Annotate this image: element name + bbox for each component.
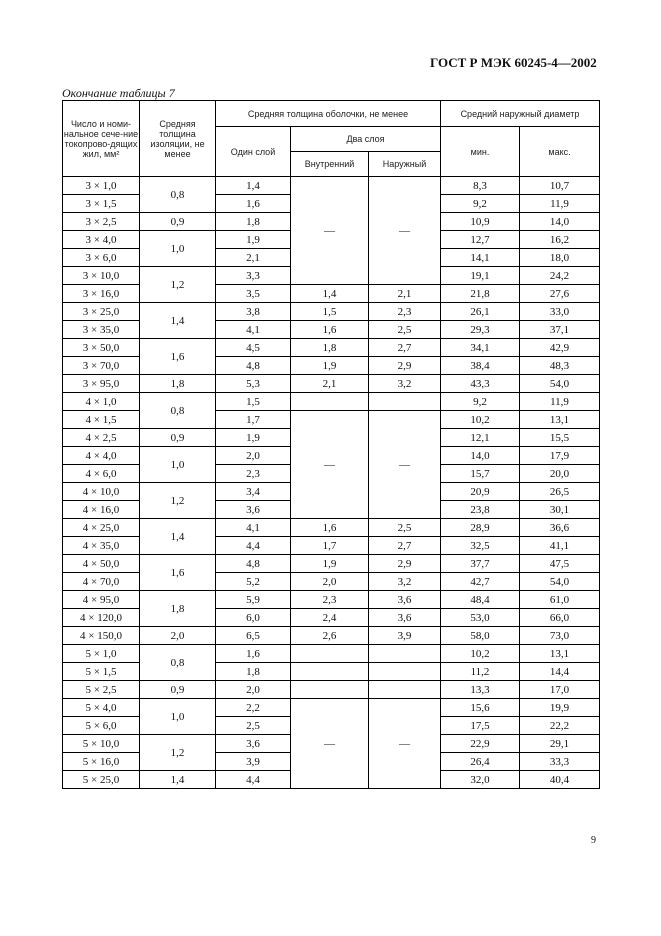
- cell-diameter-min: 9,2: [441, 195, 520, 213]
- cell-outer-layer: 2,1: [369, 285, 441, 303]
- cell-diameter-max: 54,0: [520, 375, 600, 393]
- cell-diameter-min: 26,4: [441, 753, 520, 771]
- cell-diameter-min: 26,1: [441, 303, 520, 321]
- cell-diameter-min: 38,4: [441, 357, 520, 375]
- cell-insulation: 0,9: [140, 681, 216, 699]
- cell-conductor-size: 3 × 6,0: [63, 249, 140, 267]
- cell-single-layer: 4,1: [216, 321, 291, 339]
- cell-conductor-size: 5 × 10,0: [63, 735, 140, 753]
- cell-diameter-min: 20,9: [441, 483, 520, 501]
- cell-outer-layer: 3,2: [369, 375, 441, 393]
- cell-conductor-size: 5 × 4,0: [63, 699, 140, 717]
- cell-diameter-min: 12,7: [441, 231, 520, 249]
- cell-diameter-max: 33,3: [520, 753, 600, 771]
- cell-diameter-min: 28,9: [441, 519, 520, 537]
- cell-single-layer: 5,3: [216, 375, 291, 393]
- cell-conductor-size: 4 × 1,5: [63, 411, 140, 429]
- header-inner: Внутренний: [291, 152, 369, 177]
- cell-conductor-size: 5 × 2,5: [63, 681, 140, 699]
- cell-outer-layer: [369, 663, 441, 681]
- cell-diameter-min: 10,9: [441, 213, 520, 231]
- cell-inner-layer: [291, 681, 369, 699]
- header-sheath-thickness: Средняя толщина оболочки, не менее: [216, 101, 441, 127]
- page-number: 9: [591, 835, 596, 846]
- cell-single-layer: 1,7: [216, 411, 291, 429]
- cell-diameter-max: 14,4: [520, 663, 600, 681]
- cell-outer-layer: 3,6: [369, 609, 441, 627]
- cell-outer-layer: 2,7: [369, 339, 441, 357]
- cell-diameter-max: 73,0: [520, 627, 600, 645]
- cell-outer-layer: 2,3: [369, 303, 441, 321]
- cell-insulation: 1,0: [140, 231, 216, 267]
- cell-diameter-min: 58,0: [441, 627, 520, 645]
- header-single-layer: Один слой: [216, 127, 291, 177]
- cell-insulation: 1,8: [140, 375, 216, 393]
- cell-conductor-size: 4 × 25,0: [63, 519, 140, 537]
- cell-single-layer: 5,9: [216, 591, 291, 609]
- cell-outer-layer: 2,5: [369, 519, 441, 537]
- table-body: [63, 177, 600, 789]
- cell-single-layer: 1,9: [216, 429, 291, 447]
- cell-single-layer: 3,9: [216, 753, 291, 771]
- cell-insulation: 1,2: [140, 267, 216, 303]
- cell-inner-layer: 1,6: [291, 519, 369, 537]
- cell-single-layer: 4,4: [216, 771, 291, 789]
- cell-diameter-max: 16,2: [520, 231, 600, 249]
- cell-diameter-max: 30,1: [520, 501, 600, 519]
- cell-single-layer: 3,8: [216, 303, 291, 321]
- cell-inner-layer: 1,6: [291, 321, 369, 339]
- cell-conductor-size: 5 × 6,0: [63, 717, 140, 735]
- cell-conductor-size: 4 × 70,0: [63, 573, 140, 591]
- cell-conductor-size: 5 × 16,0: [63, 753, 140, 771]
- cell-diameter-max: 47,5: [520, 555, 600, 573]
- cell-diameter-min: 29,3: [441, 321, 520, 339]
- cell-diameter-min: 43,3: [441, 375, 520, 393]
- cell-conductor-size: 4 × 4,0: [63, 447, 140, 465]
- cell-diameter-max: 36,6: [520, 519, 600, 537]
- cell-single-layer: 3,4: [216, 483, 291, 501]
- table-row: [63, 699, 600, 717]
- cell-conductor-size: 5 × 25,0: [63, 771, 140, 789]
- cell-diameter-max: 42,9: [520, 339, 600, 357]
- cell-diameter-min: 9,2: [441, 393, 520, 411]
- table-row: [63, 681, 600, 699]
- cell-diameter-max: 40,4: [520, 771, 600, 789]
- cell-conductor-size: 3 × 4,0: [63, 231, 140, 249]
- cell-inner-layer: 1,8: [291, 339, 369, 357]
- cell-single-layer: 3,6: [216, 501, 291, 519]
- cell-single-layer: 5,2: [216, 573, 291, 591]
- cell-inner-layer: 2,0: [291, 573, 369, 591]
- cell-single-layer: 2,2: [216, 699, 291, 717]
- cell-diameter-max: 24,2: [520, 267, 600, 285]
- cell-outer-layer: —: [369, 699, 441, 789]
- cell-insulation: 1,8: [140, 591, 216, 627]
- cell-inner-layer: [291, 645, 369, 663]
- cell-diameter-max: 37,1: [520, 321, 600, 339]
- cell-inner-layer: 2,3: [291, 591, 369, 609]
- cell-inner-layer: 1,5: [291, 303, 369, 321]
- cell-inner-layer: 2,1: [291, 375, 369, 393]
- cell-insulation: 0,9: [140, 213, 216, 231]
- cell-outer-layer: [369, 645, 441, 663]
- cell-diameter-max: 27,6: [520, 285, 600, 303]
- header-insulation: Средняя толщина изоляции, не менее: [140, 101, 216, 177]
- cell-diameter-max: 29,1: [520, 735, 600, 753]
- cell-conductor-size: 4 × 120,0: [63, 609, 140, 627]
- cell-diameter-min: 13,3: [441, 681, 520, 699]
- cell-diameter-min: 34,1: [441, 339, 520, 357]
- cell-single-layer: 4,4: [216, 537, 291, 555]
- header-outer: Наружный: [369, 152, 441, 177]
- cell-single-layer: 1,8: [216, 663, 291, 681]
- cell-single-layer: 4,8: [216, 357, 291, 375]
- cell-diameter-min: 32,0: [441, 771, 520, 789]
- cell-single-layer: 2,3: [216, 465, 291, 483]
- cell-single-layer: 3,5: [216, 285, 291, 303]
- cell-conductor-size: 4 × 150,0: [63, 627, 140, 645]
- cell-diameter-max: 33,0: [520, 303, 600, 321]
- cell-conductor-size: 4 × 10,0: [63, 483, 140, 501]
- cell-single-layer: 2,1: [216, 249, 291, 267]
- cell-conductor-size: 4 × 16,0: [63, 501, 140, 519]
- cell-diameter-max: 61,0: [520, 591, 600, 609]
- cell-diameter-min: 12,1: [441, 429, 520, 447]
- cell-diameter-min: 11,2: [441, 663, 520, 681]
- cell-insulation: 1,2: [140, 735, 216, 771]
- cell-diameter-min: 14,0: [441, 447, 520, 465]
- cell-diameter-max: 19,9: [520, 699, 600, 717]
- cell-single-layer: 4,1: [216, 519, 291, 537]
- cell-outer-layer: [369, 681, 441, 699]
- cell-conductor-size: 4 × 2,5: [63, 429, 140, 447]
- cell-single-layer: 6,0: [216, 609, 291, 627]
- header-two-layers: Два слоя: [291, 127, 441, 152]
- cell-diameter-max: 17,9: [520, 447, 600, 465]
- cell-diameter-min: 37,7: [441, 555, 520, 573]
- cell-outer-layer: 3,9: [369, 627, 441, 645]
- cell-outer-layer: 2,9: [369, 555, 441, 573]
- table-row: [63, 375, 600, 393]
- cell-diameter-min: 23,8: [441, 501, 520, 519]
- table-row: [63, 393, 600, 411]
- cell-diameter-min: 22,9: [441, 735, 520, 753]
- cell-single-layer: 4,8: [216, 555, 291, 573]
- cell-conductor-size: 3 × 70,0: [63, 357, 140, 375]
- table-row: [63, 519, 600, 537]
- cell-single-layer: 1,5: [216, 393, 291, 411]
- cell-single-layer: 1,9: [216, 231, 291, 249]
- cell-diameter-min: 53,0: [441, 609, 520, 627]
- cell-diameter-max: 54,0: [520, 573, 600, 591]
- cell-conductor-size: 4 × 50,0: [63, 555, 140, 573]
- cell-outer-layer: —: [369, 177, 441, 285]
- cell-conductor-size: 4 × 95,0: [63, 591, 140, 609]
- cell-conductor-size: 3 × 1,5: [63, 195, 140, 213]
- table-row: [63, 177, 600, 195]
- cable-dimensions-table: [62, 100, 600, 789]
- header-outer-diameter: Средний наружный диаметр: [441, 101, 600, 127]
- cell-conductor-size: 5 × 1,5: [63, 663, 140, 681]
- cell-diameter-max: 41,1: [520, 537, 600, 555]
- document-code: ГОСТ Р МЭК 60245-4—2002: [430, 55, 597, 70]
- cell-diameter-max: 11,9: [520, 195, 600, 213]
- cell-diameter-min: 14,1: [441, 249, 520, 267]
- cell-conductor-size: 3 × 50,0: [63, 339, 140, 357]
- cell-diameter-max: 15,5: [520, 429, 600, 447]
- cell-conductor-size: 3 × 35,0: [63, 321, 140, 339]
- cell-diameter-max: 22,2: [520, 717, 600, 735]
- cell-conductor-size: 3 × 16,0: [63, 285, 140, 303]
- cell-diameter-min: 42,7: [441, 573, 520, 591]
- table-row: [63, 303, 600, 321]
- cell-insulation: 1,0: [140, 447, 216, 483]
- cell-diameter-max: 14,0: [520, 213, 600, 231]
- cell-outer-layer: 2,7: [369, 537, 441, 555]
- cell-conductor-size: 3 × 95,0: [63, 375, 140, 393]
- cell-diameter-min: 19,1: [441, 267, 520, 285]
- cell-single-layer: 3,3: [216, 267, 291, 285]
- cell-insulation: 0,8: [140, 177, 216, 213]
- cell-single-layer: 3,6: [216, 735, 291, 753]
- table-row: [63, 627, 600, 645]
- cell-outer-layer: 2,5: [369, 321, 441, 339]
- cell-conductor-size: 3 × 25,0: [63, 303, 140, 321]
- cell-conductor-size: 3 × 1,0: [63, 177, 140, 195]
- cell-conductor-size: 5 × 1,0: [63, 645, 140, 663]
- cell-insulation: 1,0: [140, 699, 216, 735]
- cell-single-layer: 1,6: [216, 645, 291, 663]
- cell-diameter-max: 48,3: [520, 357, 600, 375]
- cell-diameter-min: 17,5: [441, 717, 520, 735]
- cell-single-layer: 2,0: [216, 447, 291, 465]
- table-caption: Окончание таблицы 7: [62, 86, 175, 100]
- cell-single-layer: 2,0: [216, 681, 291, 699]
- cell-insulation: 1,4: [140, 771, 216, 789]
- cell-diameter-min: 15,6: [441, 699, 520, 717]
- cell-inner-layer: 1,9: [291, 357, 369, 375]
- header-conductors: Число и номи-нальное сече-ние токопрово-дящих жил, мм²: [63, 101, 140, 177]
- cell-diameter-min: 8,3: [441, 177, 520, 195]
- cell-inner-layer: [291, 663, 369, 681]
- cell-diameter-max: 17,0: [520, 681, 600, 699]
- cell-insulation: 0,8: [140, 645, 216, 681]
- cell-conductor-size: 3 × 2,5: [63, 213, 140, 231]
- cell-insulation: 1,6: [140, 555, 216, 591]
- cell-diameter-min: 32,5: [441, 537, 520, 555]
- cell-diameter-max: 13,1: [520, 645, 600, 663]
- cell-inner-layer: 1,7: [291, 537, 369, 555]
- cell-conductor-size: 3 × 10,0: [63, 267, 140, 285]
- cell-diameter-min: 10,2: [441, 645, 520, 663]
- cell-diameter-max: 13,1: [520, 411, 600, 429]
- cell-insulation: 1,4: [140, 303, 216, 339]
- table-row: [63, 591, 600, 609]
- cell-inner-layer: 2,4: [291, 609, 369, 627]
- cell-insulation: 2,0: [140, 627, 216, 645]
- cell-single-layer: 1,6: [216, 195, 291, 213]
- cell-diameter-min: 10,2: [441, 411, 520, 429]
- cell-outer-layer: 3,2: [369, 573, 441, 591]
- cell-inner-layer: —: [291, 411, 369, 519]
- cell-diameter-min: 48,4: [441, 591, 520, 609]
- cell-conductor-size: 4 × 1,0: [63, 393, 140, 411]
- cell-inner-layer: [291, 393, 369, 411]
- cell-outer-layer: 3,6: [369, 591, 441, 609]
- table-row: [63, 645, 600, 663]
- cell-insulation: 0,8: [140, 393, 216, 429]
- cell-inner-layer: —: [291, 177, 369, 285]
- cell-diameter-min: 21,8: [441, 285, 520, 303]
- cell-inner-layer: —: [291, 699, 369, 789]
- cell-diameter-max: 18,0: [520, 249, 600, 267]
- cell-insulation: 1,6: [140, 339, 216, 375]
- cell-single-layer: 6,5: [216, 627, 291, 645]
- cell-outer-layer: —: [369, 411, 441, 519]
- cell-diameter-max: 11,9: [520, 393, 600, 411]
- table-row: [63, 555, 600, 573]
- header-max: макс.: [520, 127, 600, 177]
- cell-inner-layer: 2,6: [291, 627, 369, 645]
- cell-conductor-size: 4 × 35,0: [63, 537, 140, 555]
- cell-inner-layer: 1,4: [291, 285, 369, 303]
- header-min: мин.: [441, 127, 520, 177]
- cell-outer-layer: [369, 393, 441, 411]
- cell-diameter-max: 10,7: [520, 177, 600, 195]
- cell-diameter-max: 20,0: [520, 465, 600, 483]
- cell-single-layer: 1,8: [216, 213, 291, 231]
- cell-insulation: 1,4: [140, 519, 216, 555]
- table-row: [63, 339, 600, 357]
- cell-conductor-size: 4 × 6,0: [63, 465, 140, 483]
- cell-insulation: 1,2: [140, 483, 216, 519]
- cell-diameter-max: 66,0: [520, 609, 600, 627]
- cell-single-layer: 1,4: [216, 177, 291, 195]
- cell-single-layer: 4,5: [216, 339, 291, 357]
- cell-diameter-min: 15,7: [441, 465, 520, 483]
- cell-single-layer: 2,5: [216, 717, 291, 735]
- cell-outer-layer: 2,9: [369, 357, 441, 375]
- cell-diameter-max: 26,5: [520, 483, 600, 501]
- cell-inner-layer: 1,9: [291, 555, 369, 573]
- cell-insulation: 0,9: [140, 429, 216, 447]
